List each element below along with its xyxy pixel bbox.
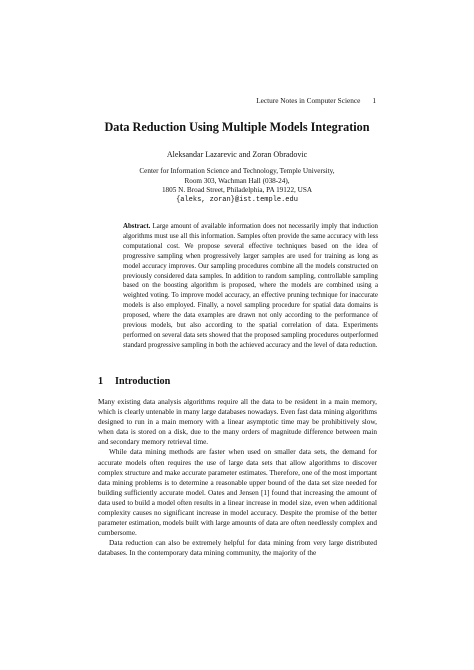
running-title: Lecture Notes in Computer Science — [256, 96, 361, 105]
page-number: 1 — [372, 96, 376, 105]
affiliation-line: Room 303, Wachman Hall (038-24), — [184, 176, 290, 185]
section-number: 1 — [98, 376, 104, 387]
author-email: {aleks, zoran}@ist.temple.edu — [176, 195, 298, 204]
paper-title: Data Reduction Using Multiple Models Integration — [104, 120, 370, 134]
section-body — [98, 397, 377, 559]
paper-authors: Aleksandar Lazarevic and Zoran Obradovic — [166, 150, 308, 159]
abstract — [123, 222, 378, 351]
section-heading — [98, 376, 170, 387]
affiliation-line: 1805 N. Broad Street, Philadelphia, PA 19122, USA — [161, 186, 313, 195]
section-title: Introduction — [115, 376, 171, 387]
body-paragraph: While data mining methods are faster when used on smaller data sets, the demand for accurate models often requires the use of large data sets that allow algorithms to discover complex structure and make accurate parameter estimates. Therefore, one of the most important data mining problems is to determine a reasonable upper bound of the data set size needed for building sufficiently accurate model. Oates and Jensen [1] found that increasing the amount of data used to build a model often results in a linear increase in model size, even when additional complexity causes no significant increase in model accuracy. Despite the promise of the better parameter estimation, models built with large amounts of data are often needlessly complex and cumbersome. — [98, 448, 377, 538]
body-paragraph: Data reduction can also be extremely helpful for data mining from very large distributed databases. In the contemporary data mining community, the majority of the — [98, 539, 377, 558]
affiliation-block — [0, 167, 474, 205]
affiliation-line: Center for Information Science and Technology, Temple University, — [139, 167, 335, 175]
abstract-text: Large amount of available information does not necessarily imply that induction algorithms must use all this information. Samples often provide the same accuracy with less computational cost. We propose several effective techniques based on the idea of progressive sampling when progressively larger samples are used for training as long as model accuracy improves. Our sampling procedures combine all the models constructed on previously considered data samples. In addition to random sampling, controllable sampling based on the boosting algorithm is proposed, where the models are combined using a weighted voting. To improve model accuracy, an effective pruning technique for inaccurate models is also employed. Finally, a novel sampling procedure for spatial data domains is proposed, where the data examples are drawn not only according to the performance of previous models, but also according to the spatial correlation of data. Experiments performed on several data sets showed that the proposed sampling procedures outperformed standard progressive sampling in both the achieved accuracy and the level of data reduction. — [123, 223, 378, 349]
running-head — [250, 96, 376, 105]
body-paragraph: Many existing data analysis algorithms require all the data to be resident in a main memory, which is clearly untenable in many large databases nowadays. Even fast data mining algorithms designed to run in a main memory with a linear asymptotic time may be prohibitively slow, when data is stored on a disk, due to the many orders of magnitude difference between main and secondary memory retrieval time. — [98, 398, 377, 447]
abstract-label: Abstract. — [123, 223, 151, 230]
